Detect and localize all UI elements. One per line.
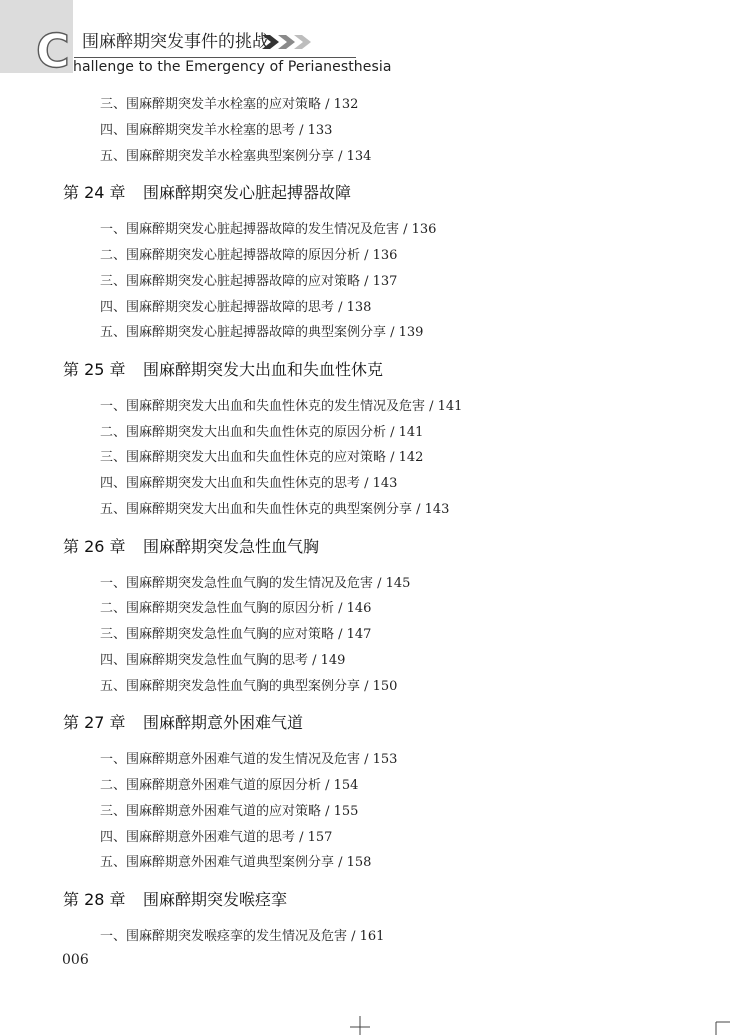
- toc-section-entry: 一、围麻醉期突发喉痉挛的发生情况及危害 / 161: [100, 928, 385, 944]
- chapter-number: 第 24 章: [63, 183, 126, 203]
- running-header: [0, 0, 730, 80]
- toc-section-entry: 五、围麻醉期突发大出血和失血性休克的典型案例分享 / 143: [100, 502, 450, 517]
- toc-section-entry: 一、围麻醉期突发大出血和失血性休克的发生情况及危害 / 141: [100, 398, 463, 414]
- chapter-title: 围麻醉期突发急性血气胸: [143, 536, 320, 556]
- center-crop-mark-icon: [350, 1016, 370, 1035]
- toc-section-entry: 三、围麻醉期突发大出血和失血性休克的应对策略 / 142: [100, 450, 424, 466]
- chevron-arrows-icon: [262, 35, 318, 49]
- toc-section-entry: 四、围麻醉期意外困难气道的思考 / 157: [100, 829, 333, 845]
- toc-section-entry: 五、围麻醉期突发羊水栓塞典型案例分享 / 134: [100, 148, 372, 164]
- chapter-heading: [63, 183, 351, 203]
- toc-section-entry: 一、围麻醉期突发急性血气胸的发生情况及危害 / 145: [100, 575, 411, 591]
- chapter-number: 第 27 章: [63, 713, 126, 733]
- toc-section-entry: 二、围麻醉期突发心脏起搏器故障的原因分析 / 136: [100, 247, 398, 263]
- chapter-title: 围麻醉期突发喉痉挛: [143, 889, 288, 909]
- toc-section-entry: 二、围麻醉期突发大出血和失血性休克的原因分析 / 141: [100, 424, 424, 440]
- chapter-heading: [63, 360, 383, 380]
- header-rule: [74, 57, 356, 58]
- toc-section-entry: 四、围麻醉期突发急性血气胸的思考 / 149: [100, 652, 346, 668]
- toc-section-entry: 四、围麻醉期突发羊水栓塞的思考 / 133: [100, 122, 333, 138]
- toc-section-entry: 三、围麻醉期意外困难气道的应对策略 / 155: [100, 803, 359, 819]
- chapter-heading: [63, 890, 287, 910]
- chapter-number: 第 25 章: [63, 359, 126, 379]
- toc-section-entry: 一、围麻醉期意外困难气道的发生情况及危害 / 153: [100, 752, 398, 768]
- chapter-title: 围麻醉期意外困难气道: [143, 713, 304, 733]
- page-number: 006: [62, 952, 89, 968]
- toc-section-entry: 五、围麻醉期意外困难气道典型案例分享 / 158: [100, 855, 372, 871]
- toc-section-entry: 三、围麻醉期突发急性血气胸的应对策略 / 147: [100, 627, 372, 643]
- toc-section-entry: 五、围麻醉期突发急性血气胸的典型案例分享 / 150: [100, 678, 398, 694]
- chapter-number: 第 28 章: [63, 889, 126, 909]
- chapter-heading: [63, 537, 319, 557]
- toc-section-entry: 四、围麻醉期突发大出血和失血性休克的思考 / 143: [100, 476, 398, 492]
- toc-section-entry: 三、围麻醉期突发羊水栓塞的应对策略 / 132: [100, 97, 359, 112]
- toc-section-entry: 五、围麻醉期突发心脏起搏器故障的典型案例分享 / 139: [100, 325, 424, 341]
- toc-section-entry: 三、围麻醉期突发心脏起搏器故障的应对策略 / 137: [100, 273, 398, 289]
- chapter-title: 围麻醉期突发大出血和失血性休克: [143, 359, 384, 379]
- toc-section-entry: 二、围麻醉期意外困难气道的原因分析 / 154: [100, 778, 359, 793]
- corner-crop-mark-icon: [712, 1020, 730, 1035]
- toc-section-entry: 二、围麻醉期突发急性血气胸的原因分析 / 146: [100, 601, 372, 617]
- header-initial-letter: C: [36, 24, 70, 78]
- toc-section-entry: 四、围麻醉期突发心脏起搏器故障的思考 / 138: [100, 299, 372, 315]
- header-title-english: hallenge to the Emergency of Perianesthesia: [73, 59, 392, 75]
- chapter-title: 围麻醉期突发心脏起搏器故障: [143, 183, 352, 203]
- chapter-number: 第 26 章: [63, 536, 126, 556]
- toc-section-entry: 一、围麻醉期突发心脏起搏器故障的发生情况及危害 / 136: [100, 222, 437, 238]
- header-title-chinese: 围麻醉期突发事件的挑战: [82, 32, 269, 52]
- chapter-heading: [63, 713, 303, 733]
